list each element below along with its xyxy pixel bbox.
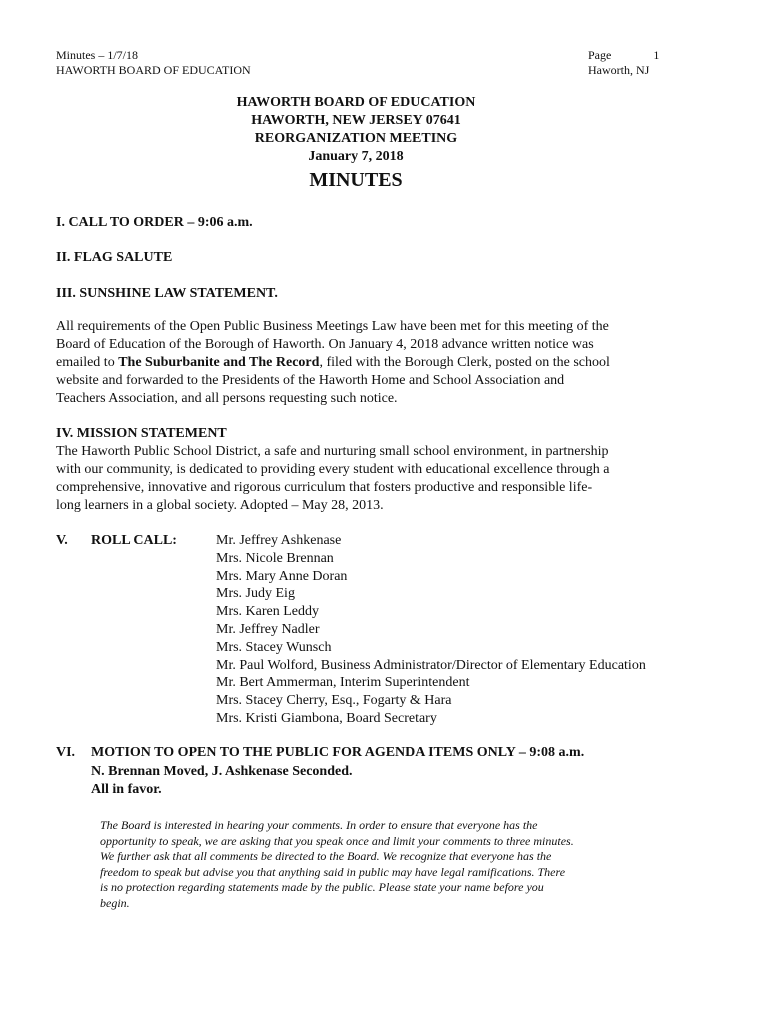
roll-call-list	[216, 532, 646, 728]
section-flag-salute: II. FLAG SALUTE	[56, 250, 173, 265]
sunshine-line: All requirements of the Open Public Business Meetings Law have been met for this meeting of the	[56, 319, 609, 334]
roll-call-label: ROLL CALL:	[91, 533, 177, 548]
sunshine-line	[56, 354, 656, 372]
motion-vote-row	[56, 781, 584, 800]
section-call-to-order: I. CALL TO ORDER – 9:06 a.m.	[56, 215, 253, 230]
page-label: Page	[588, 48, 612, 62]
motion-moved-row	[56, 763, 584, 782]
roll-call-member: Mr. Jeffrey Ashkenase	[216, 533, 342, 548]
roll-call-member: Mrs. Stacey Cherry, Esq., Fogarty & Hara	[216, 693, 452, 709]
section-roll-call	[56, 532, 177, 550]
section-sunshine-law: III. SUNSHINE LAW STATEMENT.	[56, 286, 278, 301]
public-comment-notice	[100, 818, 660, 911]
header-date: Minutes – 1/7/18	[56, 48, 139, 62]
notice-line: We further ask that all comments be directed to the Board. We recognize that everyone has the	[100, 849, 552, 863]
sunshine-line: Teachers Association, and all persons requesting such notice.	[56, 391, 398, 406]
motion-heading-row	[56, 744, 584, 763]
roll-call-member: Mr. Bert Ammerman, Interim Superintendent	[216, 675, 470, 691]
roll-call-number: V.	[56, 533, 68, 548]
sunshine-text: emailed to	[56, 355, 119, 370]
section-mission-statement: IV. MISSION STATEMENT	[56, 426, 227, 441]
notice-line: is no protection regarding statements made by the public. Please state your name before you	[100, 880, 544, 894]
roll-call-member: Mrs. Judy Eig	[216, 586, 295, 602]
roll-call-member: Mr. Paul Wolford, Business Administrator/Director of Elementary Education	[216, 657, 646, 673]
motion-number: VI.	[56, 745, 76, 760]
sunshine-paragraph	[56, 318, 656, 408]
meeting-date: January 7, 2018	[308, 149, 404, 164]
mission-line: with our community, is dedicated to providing every student with educational excellence through a	[56, 462, 610, 477]
mission-line: long learners in a global society. Adopted – May 28, 2013.	[56, 498, 384, 513]
header-page	[588, 48, 659, 63]
notice-line: freedom to speak but advise you that anything said in public may have legal ramifications. There	[100, 864, 566, 879]
roll-call-member: Mrs. Nicole Brennan	[216, 550, 334, 566]
mission-line: comprehensive, innovative and rigorous curriculum that fosters productive and responsible life-	[56, 480, 593, 495]
mission-paragraph	[56, 443, 656, 515]
header-organization: HAWORTH BOARD OF EDUCATION	[56, 63, 251, 77]
minutes-heading: MINUTES	[309, 169, 403, 191]
motion-moved-seconded: N. Brennan Moved, J. Ashkenase Seconded.	[91, 763, 353, 779]
notice-line: begin.	[100, 895, 130, 910]
motion-vote: All in favor.	[91, 782, 162, 797]
roll-call-member: Mr. Jeffrey Nadler	[216, 621, 320, 637]
roll-call-member: Mrs. Mary Anne Doran	[216, 568, 348, 584]
newspaper-names: The Suburbanite and The Record	[118, 355, 320, 370]
title-line-1: HAWORTH BOARD OF EDUCATION	[236, 95, 476, 110]
roll-call-member: Mrs. Kristi Giambona, Board Secretary	[216, 710, 437, 726]
page-number: 1	[653, 48, 660, 62]
notice-line: opportunity to speak, we are asking that you speak once and limit your comments to three minutes.	[100, 833, 574, 848]
title-line-2: HAWORTH, NEW JERSEY 07641	[251, 113, 461, 128]
section-motion-open-public	[56, 744, 584, 800]
sunshine-line: website and forwarded to the Presidents of the Haworth Home and School Association and	[56, 373, 565, 388]
notice-line: The Board is interested in hearing your comments. In order to ensure that everyone has the	[100, 818, 538, 832]
mission-line: The Haworth Public School District, a safe and nurturing small school environment, in partnership	[56, 444, 609, 459]
header-location: Haworth, NJ	[588, 63, 650, 77]
roll-call-member: Mrs. Karen Leddy	[216, 604, 320, 620]
title-line-3: REORGANIZATION MEETING	[254, 131, 458, 146]
sunshine-text: , filed with the Borough Clerk, posted on the school	[319, 355, 610, 370]
roll-call-member: Mrs. Stacey Wunsch	[216, 639, 332, 655]
sunshine-line: Board of Education of the Borough of Haworth. On January 4, 2018 advance written notice was	[56, 337, 594, 352]
motion-heading: MOTION TO OPEN TO THE PUBLIC FOR AGENDA ITEMS ONLY – 9:08 a.m.	[91, 745, 585, 760]
